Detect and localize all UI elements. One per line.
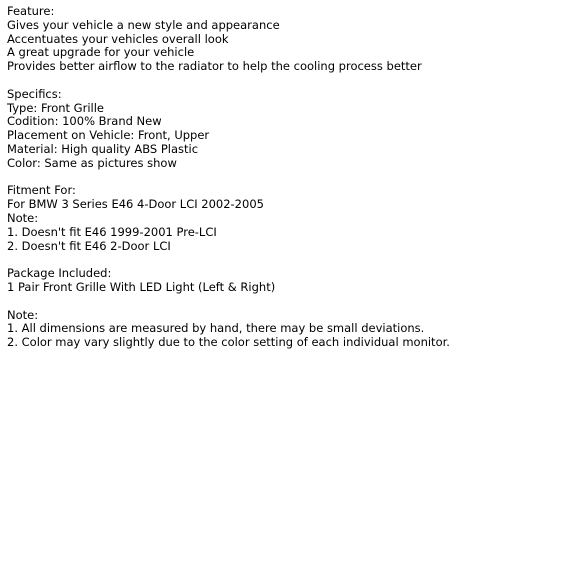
- feature-line: A great upgrade for your vehicle: [7, 45, 195, 60]
- fitment-note-line: 2. Doesn't fit E46 2-Door LCI: [7, 238, 171, 253]
- fitment-section: [7, 184, 573, 253]
- specifics-type: Type: Front Grille: [7, 100, 104, 115]
- feature-heading: Feature:: [7, 4, 55, 18]
- package-section: [7, 267, 573, 295]
- feature-line: Gives your vehicle a new style and appearance: [7, 17, 280, 32]
- specifics-section: [7, 88, 573, 171]
- package-item: 1 Pair Front Grille With LED Light (Left & Right): [7, 279, 276, 294]
- specifics-color: Color: Same as pictures show: [7, 155, 177, 170]
- note-heading: Note:: [7, 307, 39, 322]
- feature-line: Accentuates your vehicles overall look: [7, 31, 229, 46]
- specifics-condition: Codition: 100% Brand New: [7, 114, 162, 129]
- note-section: [7, 309, 573, 350]
- product-description: [7, 5, 573, 364]
- fitment-heading: Fitment For:: [7, 183, 76, 198]
- fitment-note-line: 1. Doesn't fit E46 1999-2001 Pre-LCI: [7, 224, 217, 239]
- feature-section: [7, 5, 573, 74]
- package-heading: Package Included:: [7, 266, 112, 281]
- fitment-vehicle: For BMW 3 Series E46 4-Door LCI 2002-2005: [7, 197, 264, 212]
- specifics-heading: Specifics:: [7, 86, 62, 101]
- note-line: 1. All dimensions are measured by hand, there may be small deviations.: [7, 321, 425, 336]
- fitment-note-heading: Note:: [7, 210, 39, 225]
- specifics-placement: Placement on Vehicle: Front, Upper: [7, 128, 210, 143]
- note-line: 2. Color may vary slightly due to the color setting of each individual monitor.: [7, 335, 450, 350]
- feature-line: Provides better airflow to the radiator to help the cooling process better: [7, 59, 422, 74]
- specifics-material: Material: High quality ABS Plastic: [7, 141, 199, 156]
